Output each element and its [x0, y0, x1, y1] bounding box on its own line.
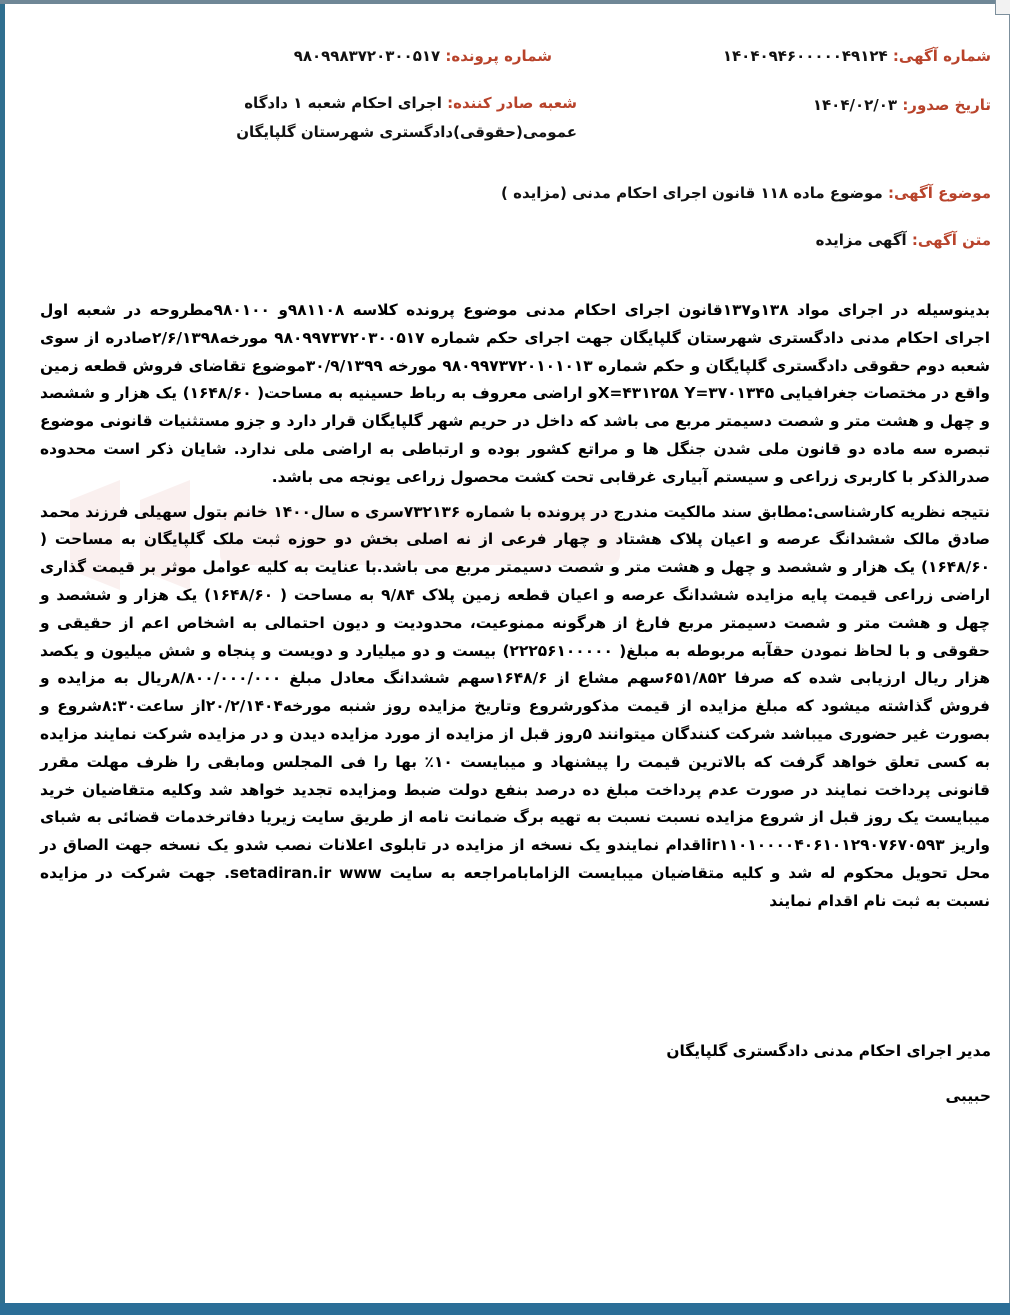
issue-date — [813, 96, 991, 114]
ad-subject-label: موضوع آگهی: — [887, 184, 991, 202]
case-number-label: شماره پرونده: — [445, 47, 552, 65]
body-paragraph-2: نتیجه نظریه کارشناسی:مطابق سند مالکیت مندرج در پرونده با شماره ۷۳۲۱۳۶سری ه سال۱۴۰۰ خانم بتول سهیلی فرزند محمد صادق مالک ششدانگ عرصه و اعیان پلاک هشتاد و چهار فرعی از نه اصلی بخش دو حوزه ثبت ملک گلپایگان به مساحت ( ۱۶۴۸/۶۰) یک هزار و ششصد و چهل و هشت متر و شصت دسیمتر مربع می باشد.با عنایت به کلیه عوامل موثر بر قیمت گذاری اراضی زراعی قیمت پایه مزایده ششدانگ عرصه و اعیان قطعه زمین پلاک ۹/۸۴ به مساحت ( ۱۶۴۸/۶۰) یک هزار و ششصد و چهل و هشت متر و شصت دسیمتر مربع فارغ از هرگونه ممنوعیت، محدودیت و دیون احتمالی به اشخاص اعم از حقیقی و حقوقی و با لحاظ نمودن حقآبه مربوطه به مبلغ( ۲۲۲۵۶۱۰۰۰۰۰) بیست و دو میلیارد و دویست و پنجاه و شش میلیون و یکصد هزار ریال ارزیابی شده که صرفا ۶۵۱/۸۵۲سهم مشاع از ۱۶۴۸/۶سهم ششدانگ معادل مبلغ ۸/۸۰۰/۰۰۰/۰۰۰ریال به مزایده و فروش گذاشته میشود که مبلغ مزایده از قیمت مذکورشروع وتاریخ مزایده روز شنبه مورخه۲۰/۲/۱۴۰۴از ساعت۸:۳۰شروع و بصورت غیر حضوری میباشد شرکت کنندگان میتوانند ۵روز قبل از مزایده از مورد مزایده دیدن و در مزایده شرکت نمایند مزایده به کسی تعلق خواهد گرفت که بالاترین قیمت را پیشنهاد و میبایست ۱۰٪ بها را فی المجلس ومابقی را ظرف مهلت مقرر قانونی پرداخت نمایند در صورت عدم پرداخت مبلغ ده درصد بنفع دولت ضبط ومزایده تجدید خواهد شد وکلیه متقاضیان خرید میبایست یک روز قبل از شروع مزایده نسبت نسبت به تهیه برگ ضمانت نامه از طریق سایت زیریا دفاترخدمات قضائی به شبای واریز ir۱۱۰۱۰۰۰۰۴۰۶۱۰۱۲۹۰۷۶۷۰۵۹۳اقدام نمایندو یک نسخه از مزایده در تابلوی اعلانات نصب شدو یک نسخه جهت الصاق در محل تحویل محکوم له شد و کلیه متقاضیان میبایست الزامابامراجعه به سایت setadiran.ir www. جهت شرکت در مزایده نسبت به ثبت نام اقدام نمایند — [40, 502, 991, 910]
ad-subject — [501, 184, 991, 202]
ad-number — [723, 47, 991, 65]
issuing-branch-value: اجرای احکام شعبه ۱ دادگاه عمومی(حقوقی)دادگستری شهرستان گلپایگان — [236, 94, 577, 141]
case-number — [294, 47, 552, 65]
body-paragraph-1: بدینوسیله در اجرای مواد ۱۳۸و۱۳۷قانون اجرای احکام مدنی موضوع پرونده کلاسه ۹۸۱۱۰۸و ۹۸۰۱۰۰مطروحه در شعبه اول اجرای احکام مدنی دادگستری شهرستان گلپایگان جهت اجرای حکم شماره ۹۸۰۹۹۷۳۷۲۰۳۰۰۵۱۷ مورخه۲/۶/۱۳۹۸صادره از سوی شعبه دوم حقوقی دادگستری گلپایگان و حکم شماره ۹۸۰۹۹۷۳۷۲۰۱۰۱۰۱۳ مورخه ۳۰/۹/۱۳۹۹موضوع تقاضای فروش قطعه زمین واقع در مختصات جغرافیایی X=۴۳۱۲۵۸ Y=۳۷۰۱۳۴۵و اراضی معروف به رباط حسینیه به مساحت( ۱۶۴۸/۶۰) یک هزار و ششصد و چهل و هشت متر و شصت دسیمتر مربع می باشد که داخل در حریم شهر گلپایگان قرار دارد و جزو مستثنیات قانونی موضوع تبصره سه ماده دو قانون ملی شدن جنگل ها و مراتع کشور بوده و ارتباطی به اراضی ملی ندارد. شایان ذکر است محدوده صدرالذکر با کاربری زراعی و سیستم آبیاری غرقابی تحت کشت محصول زراعی یونجه می باشد. — [40, 301, 991, 486]
ad-number-value: ۱۴۰۴۰۹۴۶۰۰۰۰۰۴۹۱۲۴ — [722, 47, 888, 65]
ad-subject-value: موضوع ماده ۱۱۸ قانون اجرای احکام مدنی (مزایده ) — [501, 184, 883, 202]
case-number-value: ۹۸۰۹۹۸۳۷۲۰۳۰۰۵۱۷ — [293, 47, 441, 65]
ad-body — [40, 297, 990, 916]
issue-date-value: ۱۴۰۴/۰۲/۰۳ — [812, 96, 898, 114]
issuing-branch-label: شعبه صادر کننده: — [447, 94, 577, 112]
issue-date-label: تاریخ صدور: — [902, 96, 991, 114]
window-corner-button[interactable] — [995, 0, 1010, 15]
top-border — [0, 0, 1010, 4]
ad-text-value: آگهی مزایده — [815, 231, 907, 249]
issuing-branch — [87, 89, 577, 147]
ad-text-heading — [816, 231, 991, 249]
signature-name: حبیبی — [945, 1087, 991, 1105]
ad-text-label: متن آگهی: — [911, 231, 991, 249]
signature-title: مدیر اجرای احکام مدنی دادگستری گلپایگان — [666, 1042, 991, 1060]
bottom-bar — [0, 1303, 1010, 1315]
ad-number-label: شماره آگهی: — [892, 47, 991, 65]
